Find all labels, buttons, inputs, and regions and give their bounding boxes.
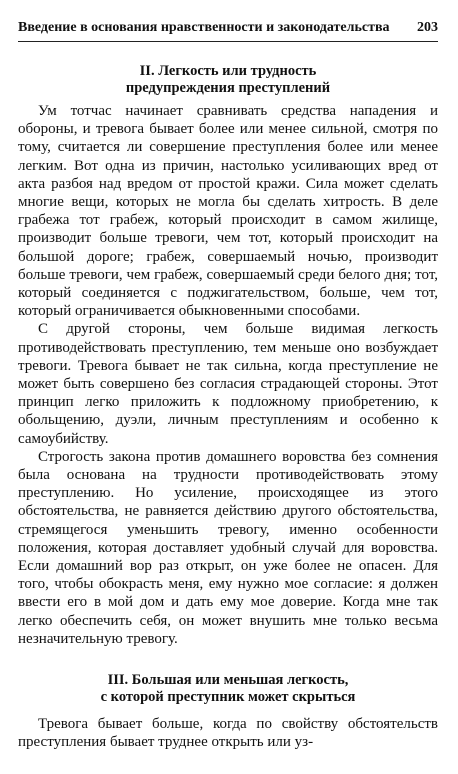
section-2-body [18,102,438,648]
section-2-heading-line-2: предупреждения преступлений [125,80,331,96]
header-rule [18,41,438,42]
paragraph: Ум тотчас начинает сравнивать средства нападения и обороны, и тревога бывает более или менее сильной, смотря по тому, считается ли совершение преступления более или менее легким. Вот одна из причин, настолько усиливающих вред от акта разбоя над вредом от простой кражи. Сила может сделать многие вещи, которых не могла бы сделать хитрость. В деле грабежа тот грабеж, который происходит в самом жилище, производит больше тревоги, чем тот, который происходит на большой дороге; грабеж, совершаемый ночью, производит больше тревоги, чем грабеж, совершаемый среди белого дня; тот, который соединяется с поджигательством, больше, чем тот, который ограничивается обыкновенными способами. [18,103,438,320]
section-3-heading-line-1: III. Большая или меньшая легкость, [107,672,349,688]
running-header [18,20,438,36]
page-number: 203 [417,20,438,35]
running-title: Введение в основания нравственности и законодательства [18,20,390,35]
section-3-heading [18,672,438,706]
section-3-body [18,715,438,751]
paragraph: Строгость закона против домашнего воровства без сомнения была основана на трудности противодействовать этому преступлению. Но усиление, происходящее из этого обстоятельства, не равняется действию другого обстоятельства, стремящегося уменьшить тревогу, именно особенности положения, которая доставляет удобный случай для воровства. Если домашний вор раз открыт, он уже более не опасен. Для того, чтобы обокрасть меня, ему нужно мое согласие: я должен ввести его в мой дом и дать ему мое доверие. Когда мне так легко обеспечить себя, он может внушить мне только весьма незначительную тревогу. [18,448,438,647]
paragraph: Тревога бывает больше, когда по свойству обстоятельств преступления бывает труднее открыть или уз- [18,716,438,751]
section-2-heading-line-1: II. Легкость или трудность [139,63,317,79]
section-3-heading-line-2: с которой преступник может скрыться [100,689,356,705]
section-2-heading [18,63,438,97]
paragraph: С другой стороны, чем больше видимая легкость противодействовать преступлению, тем меньше оно возбуждает тревоги. Тревога бывает не так сильна, когда преступление не может быть совершено без согласия страдающей стороны. Этот принцип легко приложить к подложному приобретению, к обольщению, дуэли, личным преступлениям и особенно к самоубийству. [18,321,438,447]
